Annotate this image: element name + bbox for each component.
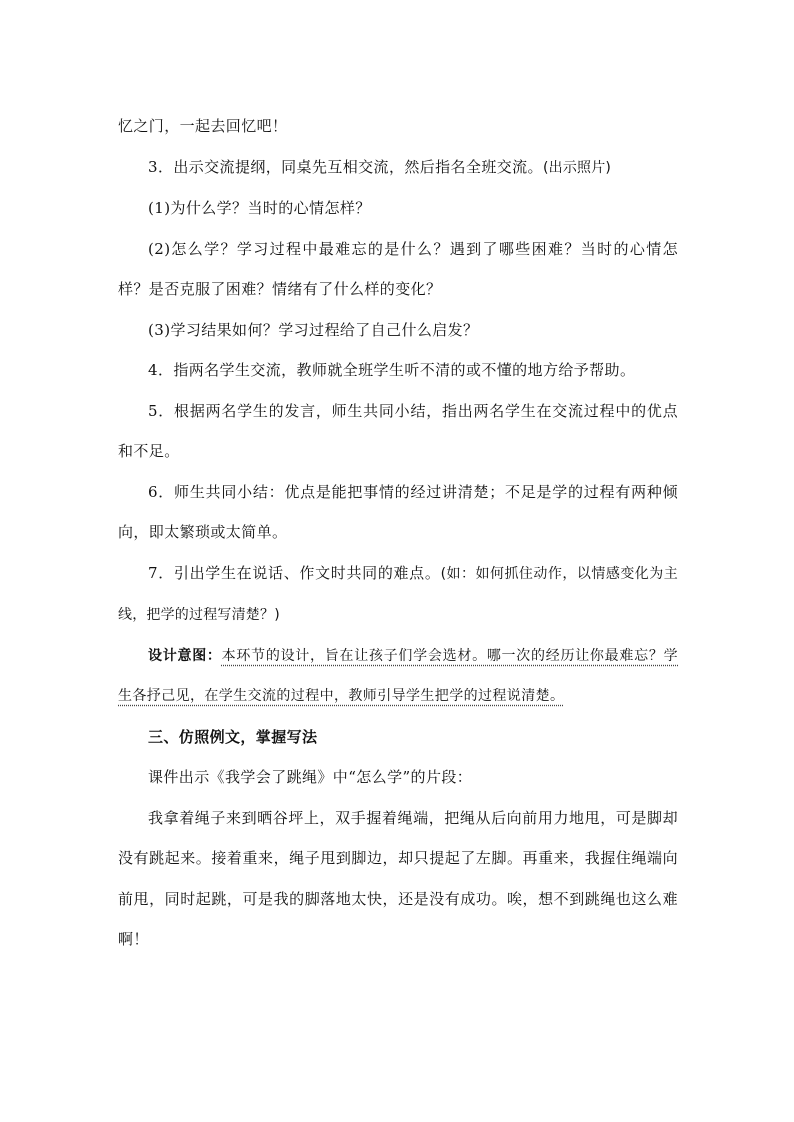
design-intent-text: 本环节的设计，旨在让孩子们学会选材。哪一次的经历让你最难忘？学生各抒己见，在学生交流的过程中，教师引导学生把学的过程说清楚。 xyxy=(118,647,678,704)
excerpt-paragraph: 我拿着绳子来到晒谷坪上，双手握着绳端，把绳从后向前用力地甩，可是脚却没有跳起来。接着重来，绳子甩到脚边，却只提起了左脚。再重来，我握住绳端向前甩，同时起跳，可是我的脚落地太快，还是没有成功。唉，想不到跳绳也这么难啊！ xyxy=(118,808,678,948)
paragraph-step-3 xyxy=(118,147,678,189)
paragraph-question-2: (2)怎么学？学习过程中最难忘的是什么？遇到了哪些困难？当时的心情怎样？是否克服了困难？情绪有了什么样的变化？ xyxy=(118,239,678,298)
paragraph-step-7 xyxy=(118,553,678,636)
paragraph-question-1: (1)为什么学？当时的心情怎样？ xyxy=(148,199,371,217)
step-7-note: (如：如何抓住动作，以情感变化为主线，把学的过程写清楚？) xyxy=(118,565,678,623)
paragraph-step-5: 5．根据两名学生的发言，师生共同小结，指出两名学生在交流过程中的优点和不足。 xyxy=(118,401,678,460)
paragraph-continuation: 忆之门，一起去回忆吧！ xyxy=(118,117,288,135)
step-3-note: (出示照片) xyxy=(542,159,612,176)
courseware-line: 课件出示《我学会了跳绳》中“怎么学”的片段： xyxy=(148,768,473,786)
design-intent-label: 设计意图： xyxy=(148,647,222,664)
section-heading: 三、仿照例文，掌握写法 xyxy=(148,727,318,746)
paragraph-step-6: 6．师生共同小结：优点是能把事情的经过讲清楚；不足是学的过程有两种倾向，即太繁琐或太简单。 xyxy=(118,482,678,541)
paragraph-step-4: 4．指两名学生交流，教师就全班学生听不清的或不懂的地方给予帮助。 xyxy=(148,361,636,379)
paragraph-question-3: (3)学习结果如何？学习过程给了自己什么启发？ xyxy=(148,320,479,339)
step-7-text: 7．引出学生在说话、作文时共同的难点。 xyxy=(148,563,441,582)
step-3-text: 3．出示交流提纲，同桌先互相交流，然后指名全班交流。 xyxy=(148,157,543,176)
document-body xyxy=(118,106,678,960)
design-intent xyxy=(118,636,678,717)
